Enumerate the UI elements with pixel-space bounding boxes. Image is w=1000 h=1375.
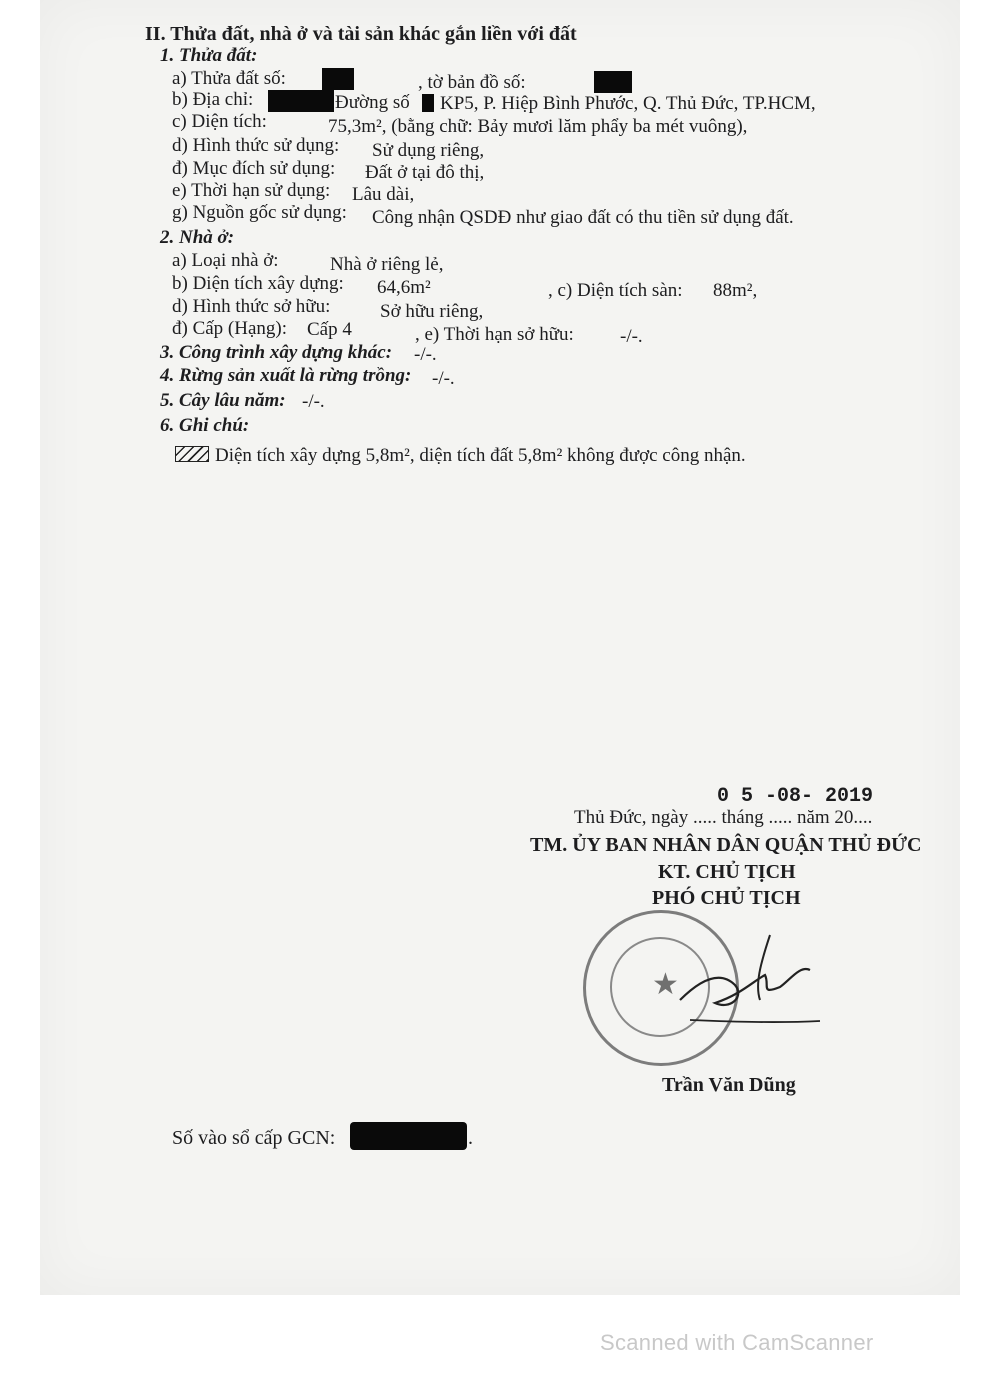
registry-suffix: . (468, 1127, 473, 1149)
floor-area-label: , c) Diện tích sàn: (548, 280, 683, 301)
item3-label: 3. Công trình xây dựng khác: (160, 342, 393, 363)
star-icon: ★ (652, 968, 679, 1001)
hatched-area-legend-icon (175, 446, 209, 462)
area-value: 75,3m², (bằng chữ: Bảy mươi lăm phẩy ba mét vuông), (328, 116, 748, 137)
section-heading: II. Thửa đất, nhà ở và tài sản khác gắn liền với đất (145, 23, 577, 45)
date-stamp: 0 5 -08- 2019 (717, 785, 874, 808)
item5-value: -/-. (302, 391, 325, 412)
parcel-label: a) Thửa đất số: (172, 68, 286, 89)
purpose-value: Đất ở tại đô thị, (365, 162, 485, 183)
house-type-label: a) Loại nhà ở: (172, 250, 279, 271)
redacted-street-number (422, 94, 434, 112)
item5-label: 5. Cây lâu năm: (160, 390, 286, 411)
ownership-label: d) Hình thức sở hữu: (172, 296, 331, 317)
house-heading: 2. Nhà ở: (160, 227, 235, 248)
address-label: b) Địa chỉ: (172, 89, 254, 110)
address-rest: KP5, P. Hiệp Bình Phước, Q. Thủ Đức, TP.HCM, (440, 93, 816, 114)
note-row (175, 444, 746, 468)
grade-value: Cấp 4 (307, 319, 352, 340)
address-street: Đường số (335, 92, 410, 113)
note-text: Diện tích xây dựng 5,8m², diện tích đất 5,8m² không được công nhận. (215, 445, 746, 466)
floor-area-value: 88m², (713, 280, 758, 301)
build-area-value: 64,6m² (377, 277, 431, 298)
own-term-value: -/-. (620, 326, 643, 347)
redacted-registry-number (350, 1122, 467, 1150)
redacted-map-number (594, 71, 632, 93)
grade-label: đ) Cấp (Hạng): (172, 318, 288, 339)
signatory-role-1: KT. CHỦ TỊCH (658, 861, 796, 883)
area-label: c) Diện tích: (172, 111, 267, 132)
signatory-role-2: PHÓ CHỦ TỊCH (652, 887, 801, 909)
build-area-label: b) Diện tích xây dựng: (172, 273, 344, 294)
own-term-label: , e) Thời hạn sở hữu: (415, 324, 574, 345)
signatory-name: Trần Văn Dũng (662, 1074, 796, 1096)
house-type-value: Nhà ở riêng lẻ, (330, 254, 444, 275)
use-form-value: Sử dụng riêng, (372, 140, 485, 161)
scanner-watermark: Scanned with CamScanner (600, 1330, 874, 1355)
item4-value: -/-. (432, 368, 455, 389)
item3-value: -/-. (414, 344, 437, 365)
map-label: , tờ bản đồ số: (418, 72, 526, 93)
handwritten-signature (660, 925, 830, 1035)
origin-label: g) Nguồn gốc sử dụng: (172, 202, 347, 223)
ownership-value: Sở hữu riêng, (380, 301, 484, 322)
term-value: Lâu dài, (352, 184, 415, 205)
issuing-authority: TM. ỦY BAN NHÂN DÂN QUẬN THỦ ĐỨC (530, 834, 922, 856)
use-form-label: d) Hình thức sử dụng: (172, 135, 340, 156)
land-heading: 1. Thửa đất: (160, 45, 258, 66)
redacted-address-number (268, 90, 334, 112)
term-label: e) Thời hạn sử dụng: (172, 180, 331, 201)
origin-value: Công nhận QSDĐ như giao đất có thu tiền sử dụng đất. (372, 207, 794, 228)
purpose-label: đ) Mục đích sử dụng: (172, 158, 336, 179)
registry-label: Số vào sổ cấp GCN: (172, 1127, 336, 1149)
item4-label: 4. Rừng sản xuất là rừng trồng: (160, 365, 412, 386)
redacted-parcel-number (322, 68, 354, 90)
date-line: Thủ Đức, ngày ..... tháng ..... năm 20.... (574, 807, 873, 828)
item6-label: 6. Ghi chú: (160, 415, 250, 436)
